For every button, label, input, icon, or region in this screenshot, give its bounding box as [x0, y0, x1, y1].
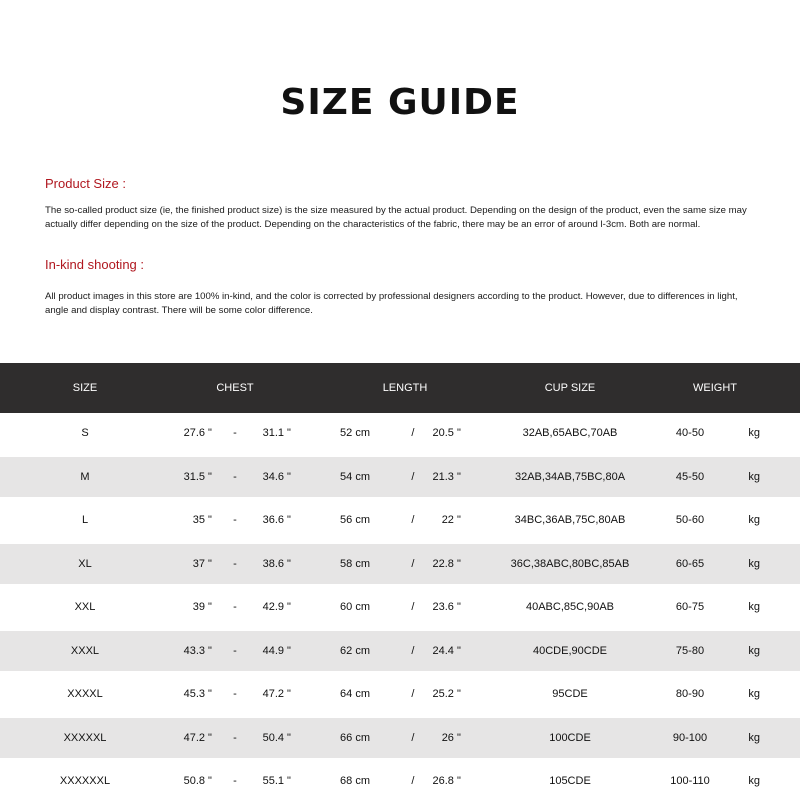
chest-max: 44.9 [262, 644, 284, 657]
cell-size: M [80, 470, 90, 483]
page-title: SIZE GUIDE [280, 82, 520, 123]
cell-chest [165, 718, 305, 759]
inch-mark: " [456, 557, 461, 570]
cell-chest [165, 631, 305, 672]
cell-weight [660, 457, 770, 498]
range-dash: - [233, 601, 237, 614]
inch-mark: " [456, 688, 461, 701]
inch-mark: " [287, 601, 291, 614]
length-slash: / [411, 557, 415, 570]
inch-mark: " [287, 775, 291, 788]
cell-cup-size: 40ABC,85C,90AB [525, 601, 615, 614]
length-inch: 22.8 [432, 557, 454, 570]
inch-mark: " [287, 688, 291, 701]
in-kind-text: All product images in this store are 100% in-kind, and the color is corrected by professional designers according to the product. However, due to differences in light, angle and display contrast. There will be some color difference. [45, 291, 738, 316]
cell-size: XXL [74, 601, 96, 614]
chest-min: 31.5 [183, 470, 205, 483]
inch-mark: " [456, 470, 461, 483]
header-chest: CHEST [216, 382, 254, 394]
cell-chest [165, 457, 305, 498]
chest-min: 39 [192, 601, 205, 614]
table-row [0, 718, 800, 759]
cell-size: XL [78, 557, 92, 570]
inch-mark: " [456, 427, 461, 440]
product-size-heading: Product Size : [45, 176, 126, 191]
chest-min: 43.3 [183, 644, 205, 657]
chest-max: 36.6 [262, 514, 284, 527]
weight-range: 45-50 [675, 470, 705, 483]
chest-max: 38.6 [262, 557, 284, 570]
inch-mark: " [208, 557, 212, 570]
cell-chest [165, 544, 305, 585]
weight-range: 40-50 [675, 427, 705, 440]
length-cm: 58 cm [340, 557, 370, 570]
inch-mark: " [456, 644, 461, 657]
cell-chest [165, 413, 305, 454]
weight-unit: kg [748, 601, 760, 614]
weight-range: 50-60 [675, 514, 705, 527]
length-slash: / [411, 427, 415, 440]
range-dash: - [233, 514, 237, 527]
chest-max: 55.1 [262, 775, 284, 788]
length-inch: 20.5 [432, 427, 454, 440]
inch-mark: " [287, 557, 291, 570]
cell-cup-size: 105CDE [549, 775, 591, 788]
cell-length [340, 674, 470, 715]
in-kind-heading: In-kind shooting : [45, 257, 145, 272]
inch-mark: " [287, 731, 291, 744]
length-inch: 26.8 [432, 775, 454, 788]
length-slash: / [411, 688, 415, 701]
range-dash: - [233, 775, 237, 788]
range-dash: - [233, 644, 237, 657]
size-table [0, 363, 800, 802]
cell-chest [165, 761, 305, 802]
cell-weight [660, 631, 770, 672]
inch-mark: " [287, 470, 291, 483]
chest-min: 45.3 [183, 688, 205, 701]
header-length: LENGTH [382, 382, 428, 394]
length-cm: 60 cm [340, 601, 370, 614]
cell-weight [660, 674, 770, 715]
cell-length [340, 413, 470, 454]
length-slash: / [411, 514, 415, 527]
weight-unit: kg [748, 514, 760, 527]
weight-unit: kg [748, 427, 760, 440]
chest-max: 31.1 [262, 427, 284, 440]
cell-length [340, 500, 470, 541]
inch-mark: " [208, 601, 212, 614]
inch-mark: " [208, 775, 212, 788]
inch-mark: " [456, 775, 461, 788]
header-weight: WEIGHT [693, 382, 737, 394]
cell-cup-size: 95CDE [552, 688, 588, 701]
cell-weight [660, 718, 770, 759]
cell-weight [660, 761, 770, 802]
cell-chest [165, 500, 305, 541]
chest-min: 35 [192, 514, 205, 527]
chest-min: 47.2 [183, 731, 205, 744]
cell-cup-size: 34BC,36AB,75C,80AB [514, 514, 626, 527]
length-inch: 24.4 [432, 644, 454, 657]
chest-max: 50.4 [262, 731, 284, 744]
cell-chest [165, 587, 305, 628]
length-cm: 52 cm [340, 427, 370, 440]
cell-weight [660, 413, 770, 454]
inch-mark: " [208, 688, 212, 701]
chest-min: 37 [192, 557, 205, 570]
weight-range: 60-65 [675, 557, 705, 570]
cell-length [340, 544, 470, 585]
cell-cup-size: 32AB,65ABC,70AB [522, 427, 618, 440]
cell-size: XXXXL [67, 688, 103, 701]
range-dash: - [233, 557, 237, 570]
cell-weight [660, 500, 770, 541]
range-dash: - [233, 470, 237, 483]
inch-mark: " [456, 731, 461, 744]
weight-range: 60-75 [675, 601, 705, 614]
cell-length [340, 718, 470, 759]
length-slash: / [411, 470, 415, 483]
length-slash: / [411, 601, 415, 614]
cell-size: XXXL [70, 644, 100, 657]
length-cm: 62 cm [340, 644, 370, 657]
cell-chest [165, 674, 305, 715]
cell-cup-size: 32AB,34AB,75BC,80A [514, 470, 626, 483]
cell-cup-size: 40CDE,90CDE [533, 644, 607, 657]
table-row [0, 631, 800, 672]
length-slash: / [411, 731, 415, 744]
cell-cup-size: 36C,38ABC,80BC,85AB [510, 557, 630, 570]
inch-mark: " [208, 644, 212, 657]
weight-range: 75-80 [675, 644, 705, 657]
weight-unit: kg [748, 688, 760, 701]
header-cup-size: CUP SIZE [544, 382, 596, 394]
inch-mark: " [456, 601, 461, 614]
table-body [0, 413, 800, 802]
cell-length [340, 457, 470, 498]
weight-range: 100-110 [670, 775, 710, 788]
inch-mark: " [287, 427, 291, 440]
length-cm: 54 cm [340, 470, 370, 483]
range-dash: - [233, 731, 237, 744]
weight-unit: kg [748, 775, 760, 788]
length-slash: / [411, 644, 415, 657]
cell-size: S [81, 427, 89, 440]
range-dash: - [233, 688, 237, 701]
length-inch: 21.3 [432, 470, 454, 483]
cell-size: L [81, 514, 89, 527]
cell-length [340, 761, 470, 802]
chest-max: 34.6 [262, 470, 284, 483]
chest-max: 47.2 [262, 688, 284, 701]
table-row [0, 500, 800, 541]
weight-unit: kg [748, 557, 760, 570]
length-inch: 26 [441, 731, 454, 744]
inch-mark: " [287, 514, 291, 527]
table-header [0, 363, 800, 413]
length-cm: 56 cm [340, 514, 370, 527]
cell-weight [660, 544, 770, 585]
range-dash: - [233, 427, 237, 440]
weight-unit: kg [748, 731, 760, 744]
chest-min: 50.8 [183, 775, 205, 788]
product-size-text: The so-called product size (ie, the finished product size) is the size measured by the actual product. Depending on the design of the product, even the same size may actually differ depending on the size of the product. Depending on the characteristics of the fabric, there may be an error of around l-3cm. Both are normal. [45, 205, 747, 230]
cell-size: XXXXXXL [59, 775, 111, 788]
inch-mark: " [208, 514, 212, 527]
inch-mark: " [456, 514, 461, 527]
table-row [0, 457, 800, 498]
weight-range: 80-90 [675, 688, 705, 701]
cell-length [340, 631, 470, 672]
inch-mark: " [208, 427, 212, 440]
cell-cup-size: 100CDE [549, 731, 591, 744]
length-cm: 68 cm [340, 775, 370, 788]
length-cm: 66 cm [340, 731, 370, 744]
weight-unit: kg [748, 644, 760, 657]
length-slash: / [411, 775, 415, 788]
weight-range: 90-100 [672, 731, 708, 744]
cell-length [340, 587, 470, 628]
length-inch: 22 [441, 514, 454, 527]
inch-mark: " [208, 731, 212, 744]
cell-weight [660, 587, 770, 628]
cell-size: XXXXXL [63, 731, 107, 744]
table-row [0, 413, 800, 454]
header-size: SIZE [72, 382, 98, 394]
chest-max: 42.9 [262, 601, 284, 614]
length-inch: 25.2 [432, 688, 454, 701]
length-inch: 23.6 [432, 601, 454, 614]
length-cm: 64 cm [340, 688, 370, 701]
chest-min: 27.6 [183, 427, 205, 440]
weight-unit: kg [748, 470, 760, 483]
table-row [0, 587, 800, 628]
table-row [0, 761, 800, 802]
table-row [0, 544, 800, 585]
table-row [0, 674, 800, 715]
inch-mark: " [208, 470, 212, 483]
inch-mark: " [287, 644, 291, 657]
